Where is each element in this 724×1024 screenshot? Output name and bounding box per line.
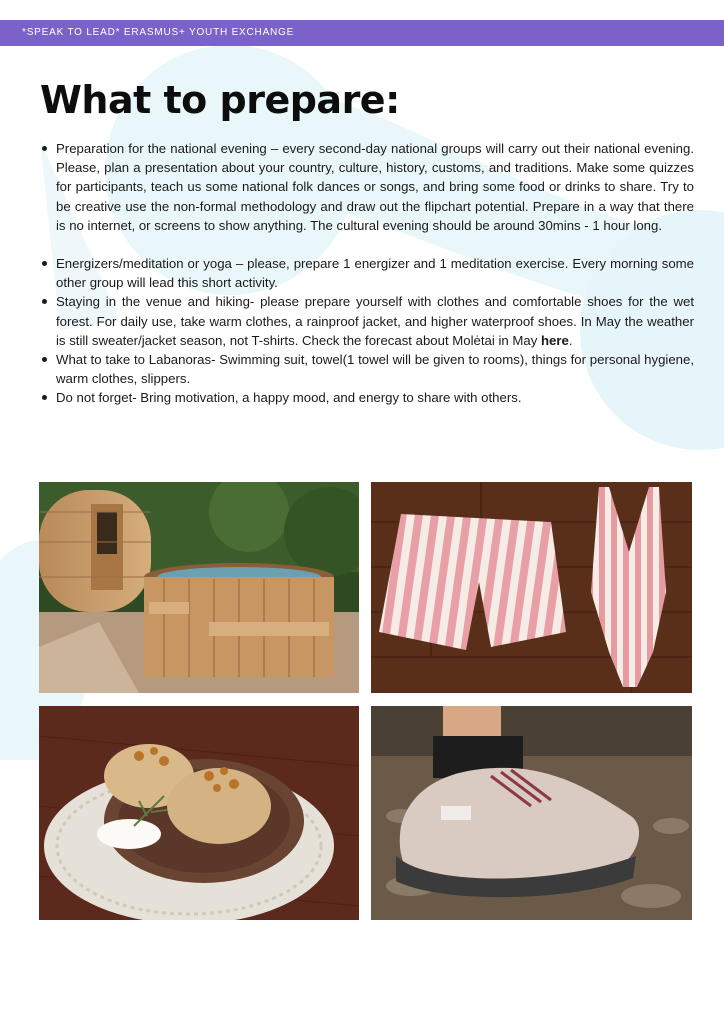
swimwear-photo [371, 482, 692, 693]
forecast-link[interactable]: here [540, 332, 569, 348]
list-item: Staying in the venue and hiking- please prepare yourself with clothes and comfortable shoes for the wet forest. For daily use, take warm clothes, a rainproof jacket, and higher waterproof shoes. In May the weather is still sweater/jacket season, not T-shirts. Check the forecast about Molėtai in May here. [38, 292, 694, 350]
list-item: What to take to Labanoras- Swimming suit, towel(1 towel will be given to rooms), things for personal hygiene, warm clothes, slippers. [38, 350, 694, 388]
hiking-shoes-photo [371, 706, 692, 920]
sauna-hot-tub-photo [39, 482, 359, 693]
preparation-list [38, 139, 694, 408]
banner-text: *SPEAK TO LEAD* ERASMUS+ YOUTH EXCHANGE [22, 27, 295, 38]
list-item: Do not forget- Bring motivation, a happy mood, and energy to share with others. [38, 388, 694, 407]
list-item: Preparation for the national evening – every second-day national groups will carry out their national evening. Please, plan a presentation about your country, culture, history, customs, and traditions. Make some quizzes for participants, teach us some national folk dances or songs, and bring some food or drinks to share. Try to be creative use the non-formal methodology and draw out the flipchart potential. Prepare in a way that there is no internet, or screens to show anything. The cultural evening should be around 30mins - 1 hour long. [38, 139, 694, 235]
header-banner [0, 20, 724, 46]
page-title: What to prepare: [40, 78, 400, 122]
list-item: Energizers/meditation or yoga – please, prepare 1 energizer and 1 meditation exercise. Every morning some other group will lead this short activity. [38, 254, 694, 292]
dumplings-photo [39, 706, 359, 920]
